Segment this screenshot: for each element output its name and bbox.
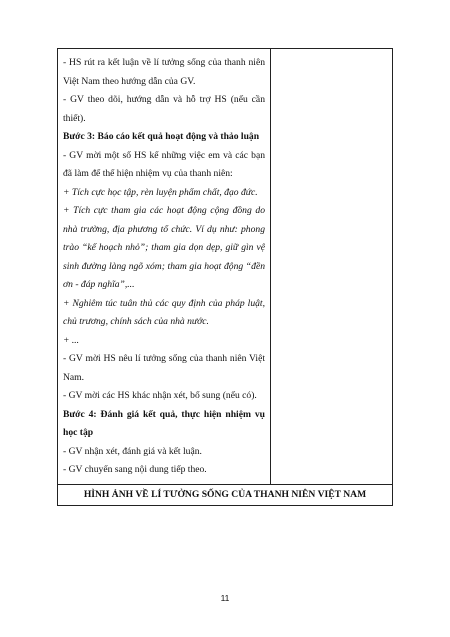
paragraph: - HS rút ra kết luận về lí tưởng sống của thanh niên Việt Nam theo hướng dẫn của GV. xyxy=(63,57,265,87)
product-cell xyxy=(271,49,392,484)
section-heading: HÌNH ẢNH VỀ LÍ TƯỞNG SỐNG CỦA THANH NIÊN VIỆT NAM xyxy=(58,484,392,505)
paragraph: - GV chuyển sang nội dung tiếp theo. xyxy=(63,464,207,475)
table-row xyxy=(58,49,392,484)
step-heading: Bước 3: Báo cáo kết quả hoạt động và thảo luận xyxy=(63,131,260,142)
example-item: + ... xyxy=(63,334,80,346)
example-item: + Tích cực tham gia các hoạt động cộng đồng do nhà trường, địa phương tổ chức. Ví dụ như: phong trào “kế hoạch nhỏ”; tham gia dọn dẹp, giữ gìn vệ sinh đường làng ngõ xóm; tham gia hoạt động “đền ơn - đáp nghĩa”,... xyxy=(63,205,265,290)
paragraph: - GV nhận xét, đánh giá và kết luận. xyxy=(63,445,202,457)
example-item: + Nghiêm túc tuân thủ các quy định của pháp luật, chủ trương, chính sách của nhà nước. xyxy=(63,297,265,327)
paragraph: - GV theo dõi, hướng dẫn và hỗ trợ HS (nếu cần thiết). xyxy=(63,94,265,124)
lesson-table xyxy=(57,48,393,506)
step-heading: Bước 4: Đánh giá kết quả, thực hiện nhiệm vụ học tập xyxy=(63,408,265,438)
page-number: 11 xyxy=(220,593,230,603)
activity-cell xyxy=(58,49,271,484)
example-item: + Tích cực học tập, rèn luyện phẩm chất, đạo đức. xyxy=(63,186,258,198)
paragraph: - GV mời các HS khác nhận xét, bổ sung (nếu có). xyxy=(63,390,257,401)
paragraph: - GV mời một số HS kể những việc em và các bạn đã làm để thể hiện nhiệm vụ của thanh niên: xyxy=(63,149,265,179)
paragraph: - GV mời HS nêu lí tưởng sống của thanh niên Việt Nam. xyxy=(63,353,265,383)
